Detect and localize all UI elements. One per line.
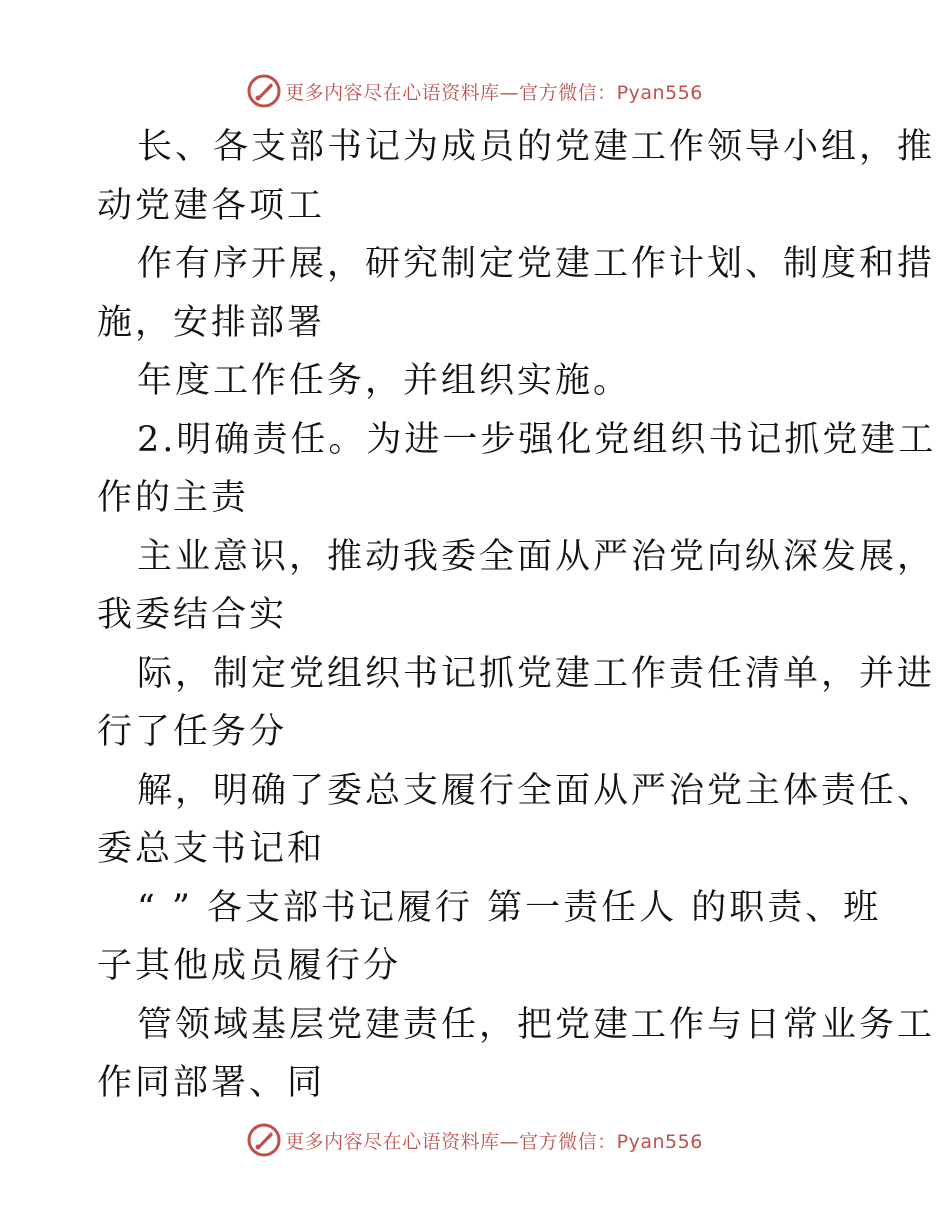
text-line: 我委结合实 [97, 595, 288, 635]
text-line: “ ” 各支部书记履行 第一责任人 的职责、班 [137, 887, 882, 928]
text-line: 动党建各项工 [97, 185, 326, 226]
header-banner-text: 更多内容尽在心语资料库—官方微信：Pyan556 [285, 81, 703, 104]
text-line: 施，安排部署 [97, 302, 326, 343]
text-line: 2.明确责任。为进一步强化党组织书记抓党建工 [137, 419, 937, 460]
quill-seal-icon [247, 74, 281, 108]
footer-banner [0, 1120, 950, 1160]
text-line: 管领域基层党建责任，把党建工作与日常业务工 [137, 1004, 936, 1045]
header-banner [0, 71, 950, 111]
text-line: 作有序开展，研究制定党建工作计划、制度和措 [137, 244, 936, 284]
text-line: 委总支书记和 [97, 829, 326, 869]
text-line: 作同部署、同 [97, 1063, 326, 1103]
quill-seal-icon [247, 1123, 281, 1157]
text-line: 子其他成员履行分 [97, 946, 402, 986]
footer-banner-text: 更多内容尽在心语资料库—官方微信：Pyan556 [285, 1130, 703, 1153]
text-line: 作的主责 [97, 478, 250, 518]
text-line: 行了任务分 [97, 712, 288, 752]
document-body [97, 118, 937, 1113]
text-line: 长、各支部书记为成员的党建工作领导小组，推 [137, 127, 936, 167]
text-line: 主业意识，推动我委全面从严治党向纵深发展， [137, 536, 936, 577]
text-line: 年度工作任务，并组织实施。 [137, 361, 632, 401]
text-line: 际，制定党组织书记抓党建工作责任清单，并进 [137, 653, 936, 694]
text-line: 解，明确了委总支履行全面从严治党主体责任、 [137, 770, 936, 811]
